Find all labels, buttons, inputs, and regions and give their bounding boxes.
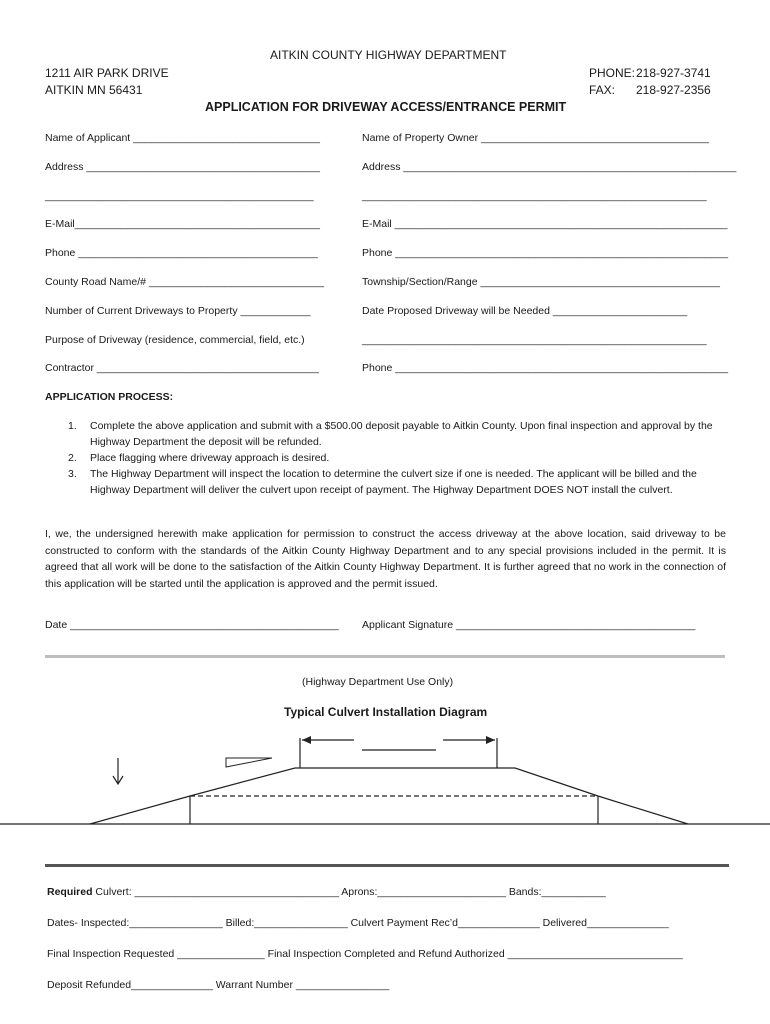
address-left-line2[interactable]: ______________________________________________ (45, 190, 314, 202)
diagram-title: Typical Culvert Installation Diagram (284, 705, 488, 719)
phone-label: PHONE: (589, 66, 636, 80)
step-text: The Highway Department will inspect the location to determine the culvert size if one is needed. The applicant will be billed and the Highway Department will deliver the culvert upon receipt of payment. The Highway Department DOES NOT install the culvert. (90, 468, 697, 496)
process-heading: APPLICATION PROCESS: (45, 391, 174, 403)
purpose-field[interactable]: ___________________________________________________________ (362, 334, 707, 346)
step-number: 1. (68, 420, 77, 432)
step-number: 3. (68, 468, 77, 480)
applicant-signature-field[interactable]: Applicant Signature _________________________________________ (362, 619, 696, 631)
current-driveways-field[interactable]: Number of Current Driveways to Property ____________ (45, 305, 311, 317)
section-divider (45, 655, 725, 658)
process-step-1 (68, 418, 726, 450)
fax-number: 218-927-2356 (636, 83, 711, 97)
address-right-field[interactable]: Address _________________________________________________________ (362, 161, 737, 173)
required-label: Required (47, 886, 93, 898)
required-row[interactable] (47, 886, 606, 899)
deposit-row[interactable]: Deposit Refunded______________ Warrant Number ________________ (47, 979, 390, 991)
page-title: APPLICATION FOR DRIVEWAY ACCESS/ENTRANCE PERMIT (205, 100, 567, 114)
contractor-field[interactable]: Contractor ______________________________________ (45, 362, 319, 374)
date-field[interactable]: Date ______________________________________________ (45, 619, 339, 631)
agreement-paragraph: I, we, the undersigned herewith make application for permission to construct the access driveway at the above location, said driveway to be constructed to conform with the standards of the Aitkin County Highway Department and to any special provisions included in the permit. It is agreed that all work will be done to the satisfaction of the Aitkin County Highway Department. It is further agreed that no work in the connection of this application will be started until the application is approved and the permit issued. (45, 528, 726, 590)
address-line-2: AITKIN MN 56431 (45, 83, 143, 97)
date-needed-field[interactable]: Date Proposed Driveway will be Needed _______________________ (362, 305, 688, 317)
road-embankment (90, 768, 688, 824)
address-right-line2[interactable]: ___________________________________________________________ (362, 190, 707, 202)
dates-row[interactable]: Dates- Inspected:________________ Billed:________________ Culvert Payment Rec’d______________ Delivered______________ (47, 917, 669, 929)
address-left-field[interactable]: Address ________________________________________ (45, 161, 321, 173)
email-right-field[interactable]: E-Mail _________________________________________________________ (362, 218, 728, 230)
phone-number: 218-927-3741 (636, 66, 711, 80)
address-line-1: 1211 AIR PARK DRIVE (45, 66, 169, 80)
contractor-phone-field[interactable]: Phone _________________________________________________________ (362, 362, 729, 374)
step-text: Place flagging where driveway approach is desired. (90, 452, 330, 464)
down-arrow-head (113, 776, 123, 784)
department-name: AITKIN COUNTY HIGHWAY DEPARTMENT (270, 48, 507, 62)
fax-label: FAX: (589, 83, 616, 97)
step-number: 2. (68, 452, 77, 464)
township-field[interactable]: Township/Section/Range _________________________________________ (362, 276, 720, 288)
final-inspection-row[interactable]: Final Inspection Requested _______________ Final Inspection Completed and Refund Authorized ______________________________ (47, 948, 683, 960)
process-step-3 (68, 466, 726, 498)
office-divider (45, 864, 729, 867)
required-fields[interactable]: Culvert: ___________________________________ Aprons:______________________ Bands:___________ (92, 886, 606, 898)
step-text: Complete the above application and submit with a $500.00 deposit payable to Aitkin County. Upon final inspection and approval by the Highway Department the deposit will be refunded. (90, 420, 713, 448)
phone-right-field[interactable]: Phone _________________________________________________________ (362, 247, 729, 259)
office-use-label: (Highway Department Use Only) (302, 676, 454, 688)
arrowhead-left (302, 736, 311, 744)
owner-name-field[interactable]: Name of Property Owner _______________________________________ (362, 132, 709, 144)
email-left-field[interactable]: E-Mail__________________________________________ (45, 218, 321, 230)
purpose-label: Purpose of Driveway (residence, commercial, field, etc.) (45, 334, 305, 346)
county-road-field[interactable]: County Road Name/# ______________________________ (45, 276, 325, 288)
arrowhead-right (486, 736, 495, 744)
flag-marker (226, 758, 272, 767)
process-step-2 (68, 450, 726, 466)
applicant-name-field[interactable]: Name of Applicant ________________________________ (45, 132, 320, 144)
phone-left-field[interactable]: Phone _________________________________________ (45, 247, 318, 259)
